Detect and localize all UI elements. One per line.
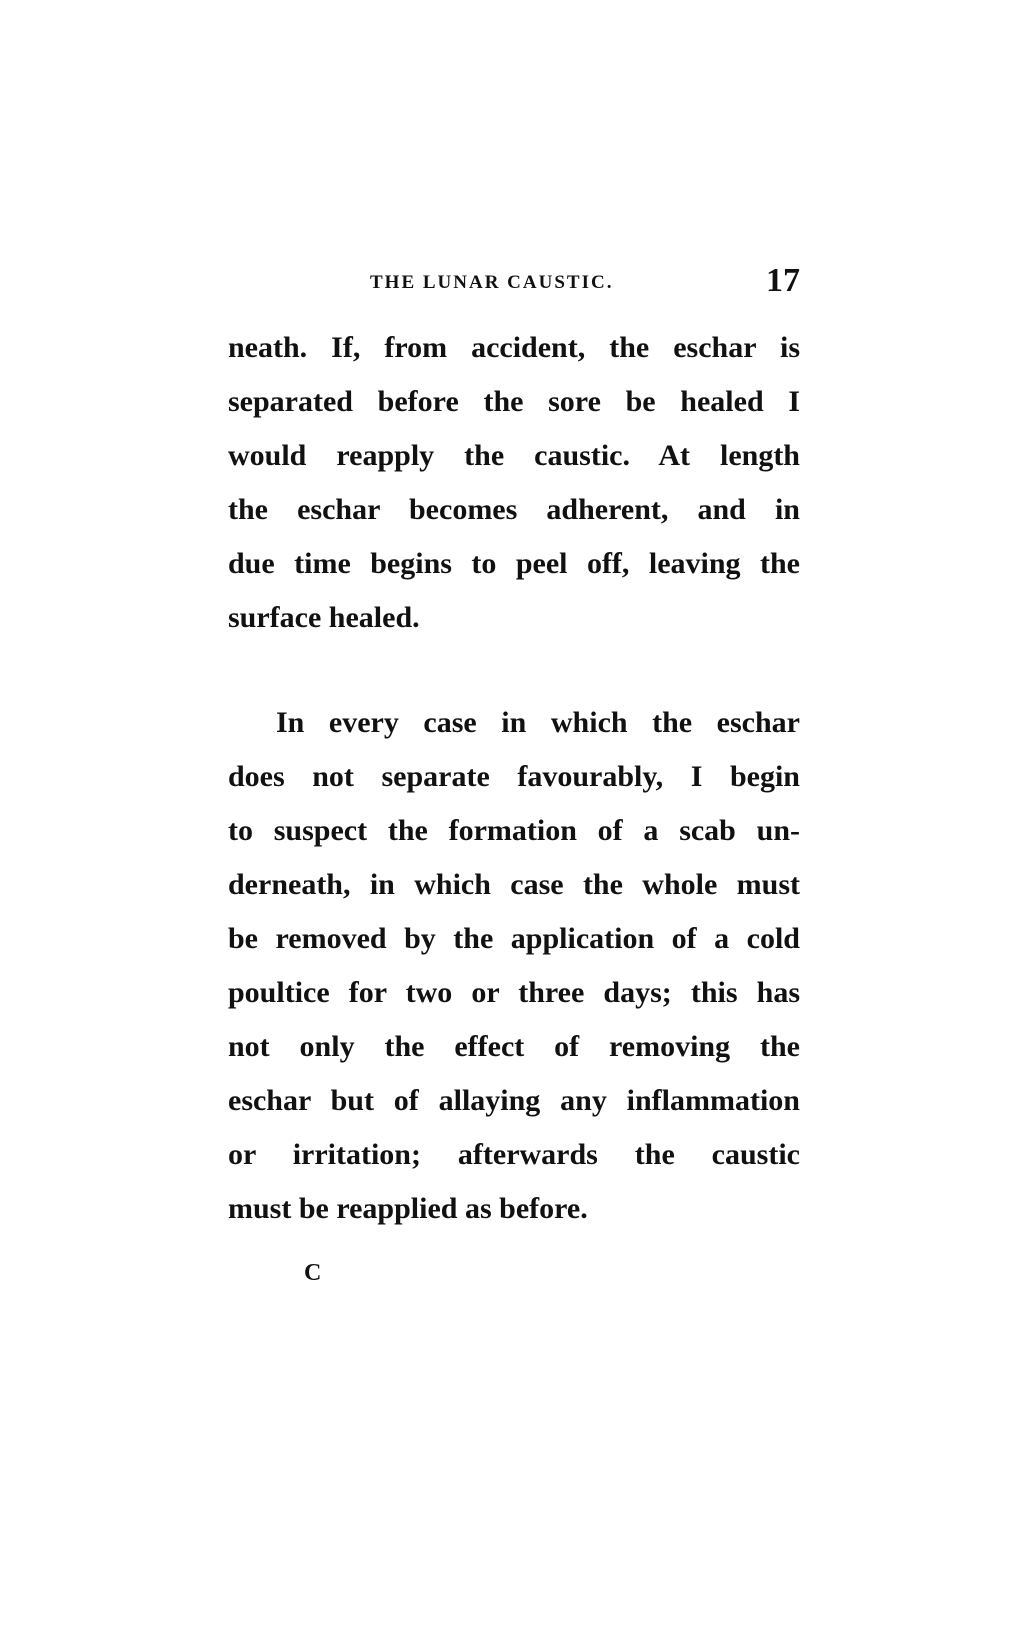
signature-mark: C (304, 1260, 322, 1286)
text-line: the eschar becomes adherent, and in (228, 493, 800, 526)
text-line: separated before the sore be healed I (228, 385, 800, 418)
text-line: to suspect the formation of a scab un- (228, 814, 800, 847)
text-line: surface healed. (228, 601, 420, 634)
text-line: eschar but of allaying any inflammation (228, 1084, 800, 1117)
text-line: or irritation; afterwards the caustic (228, 1138, 800, 1171)
text-line: In every case in which the eschar (276, 706, 800, 739)
page-number: 17 (766, 262, 800, 299)
text-line: not only the effect of removing the (228, 1030, 800, 1063)
text-line: poultice for two or three days; this has (228, 976, 800, 1009)
text-line: must be reapplied as before. (228, 1192, 588, 1225)
running-head: THE LUNAR CAUSTIC. (370, 272, 614, 293)
text-line: due time begins to peel off, leaving the (228, 547, 800, 580)
text-line: would reapply the caustic. At length (228, 439, 800, 472)
text-line: neath. If, from accident, the eschar is (228, 331, 800, 364)
text-line: derneath, in which case the whole must (228, 868, 800, 901)
text-line: does not separate favourably, I begin (228, 760, 800, 793)
text-line: be removed by the application of a cold (228, 922, 800, 955)
